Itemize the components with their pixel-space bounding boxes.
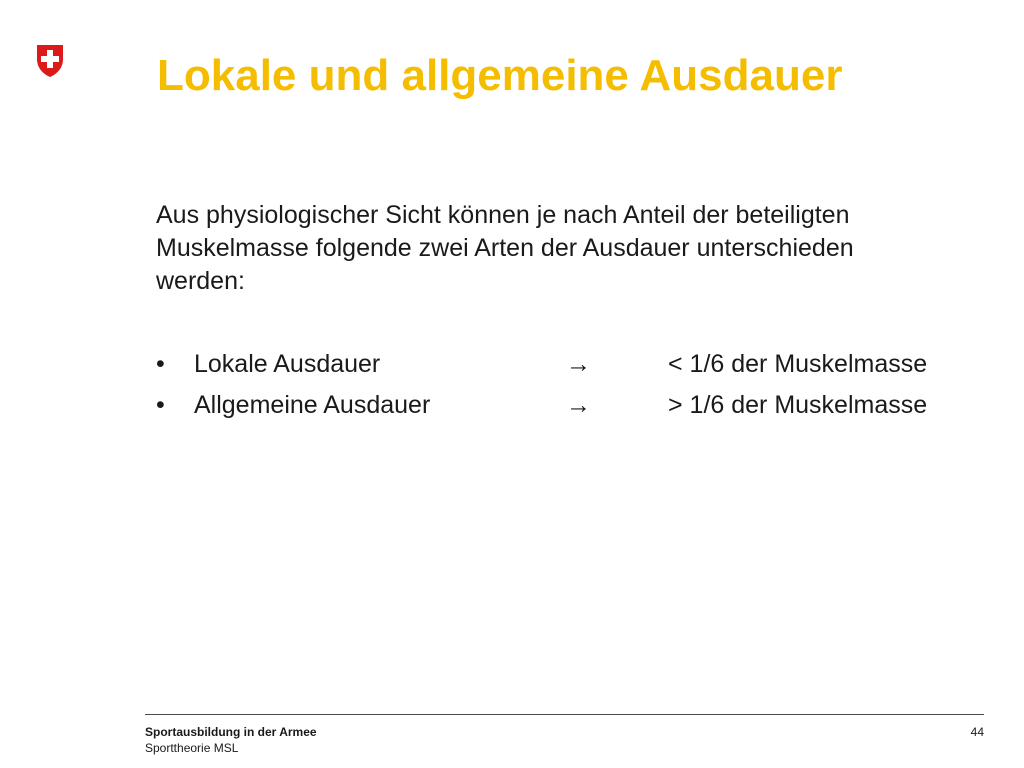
bullet-value: < 1/6 der Muskelmasse [668, 350, 928, 378]
arrow-right-icon: → [566, 391, 591, 419]
intro-line: Muskelmasse folgende zwei Arten der Ausdauer unterschieden [156, 234, 854, 262]
swiss-shield-icon [36, 44, 64, 78]
slide-title: Lokale und allgemeine Ausdauer [157, 51, 843, 100]
bullet-marker: • [156, 391, 165, 419]
intro-paragraph [156, 199, 986, 298]
intro-line: werden: [156, 267, 245, 295]
list-item [156, 346, 986, 387]
bullet-label: Allgemeine Ausdauer [194, 391, 431, 419]
endurance-types-list [156, 346, 986, 428]
arrow-right-icon: → [566, 350, 591, 378]
footer-organization: Sportausbildung in der Armee [145, 725, 317, 739]
bullet-value: > 1/6 der Muskelmasse [668, 391, 928, 419]
intro-line: Aus physiologischer Sicht können je nach Anteil der beteiligten [156, 201, 850, 229]
bullet-marker: • [156, 350, 165, 378]
footer-subtitle: Sporttheorie MSL [145, 741, 239, 755]
footer-divider [145, 714, 984, 715]
bullet-label: Lokale Ausdauer [194, 350, 381, 378]
page-number: 44 [970, 725, 984, 739]
list-item [156, 387, 986, 428]
